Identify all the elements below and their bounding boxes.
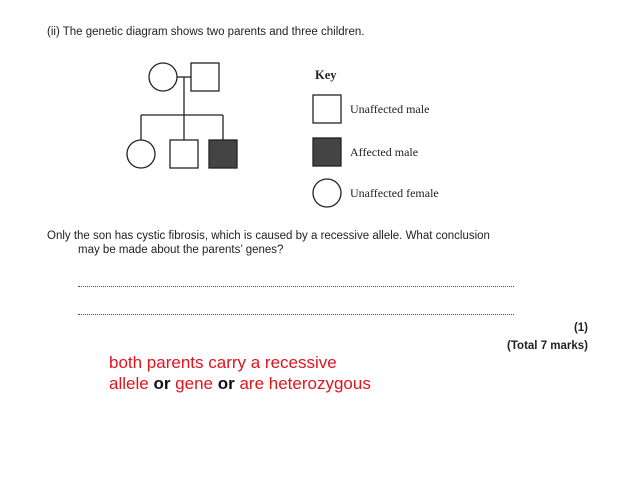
child-daughter-symbol xyxy=(127,140,155,168)
answer-gene: gene xyxy=(175,374,213,393)
key-label: Unaffected male xyxy=(350,102,430,116)
parent-father-symbol xyxy=(191,63,219,91)
answer-line-b xyxy=(109,373,371,394)
pedigree-diagram xyxy=(120,58,250,173)
key-label: Affected male xyxy=(350,145,419,159)
total-marks: (Total 7 marks) xyxy=(507,340,588,352)
answer-allele: allele xyxy=(109,374,149,393)
handwritten-answer xyxy=(109,352,371,394)
key-title: Key xyxy=(315,68,337,82)
answer-line-1 xyxy=(78,286,514,287)
question-text-line2: may be made about the parents’ genes? xyxy=(78,244,284,256)
question-text-line1: Only the son has cystic fibrosis, which is caused by a recessive allele. What conclusion xyxy=(47,230,490,242)
parent-mother-symbol xyxy=(149,63,177,91)
answer-line-a: both parents carry a recessive xyxy=(109,353,337,372)
answer-heterozygous: are heterozygous xyxy=(239,374,371,393)
answer-or-1: or xyxy=(153,374,171,393)
key-item-unaffected-female xyxy=(312,178,512,208)
question-intro: (ii) The genetic diagram shows two parents and three children. xyxy=(47,26,365,38)
child-affected-son-symbol xyxy=(209,140,237,168)
answer-line-2 xyxy=(78,314,514,315)
child-unaffected-son-symbol xyxy=(170,140,198,168)
answer-or-2: or xyxy=(217,374,235,393)
square-filled-icon xyxy=(312,137,342,167)
key-label: Unaffected female xyxy=(350,186,439,200)
square-outline-icon xyxy=(312,94,342,124)
mark-value: (1) xyxy=(573,322,588,334)
key-item-unaffected-male xyxy=(312,94,512,124)
circle-outline-icon xyxy=(312,178,342,208)
key-item-affected-male xyxy=(312,137,512,167)
